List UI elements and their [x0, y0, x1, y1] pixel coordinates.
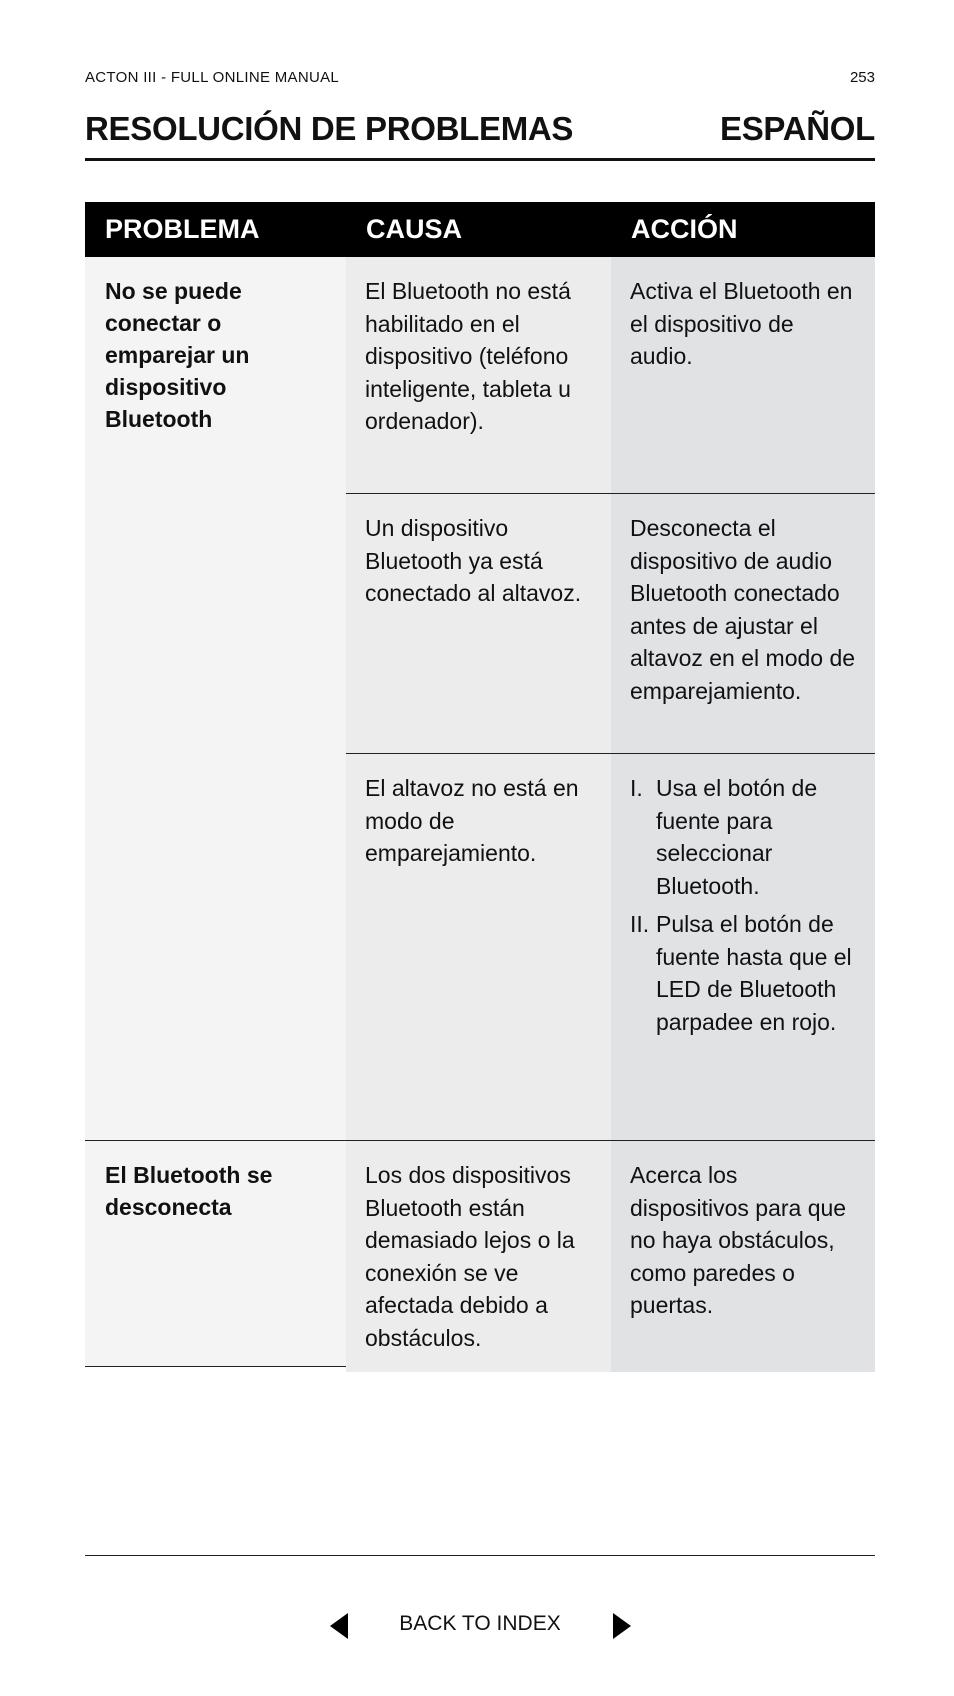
footer-rule: [85, 1555, 875, 1556]
step-number: II.: [630, 911, 650, 937]
cause-cell: Un dispositivo Bluetooth ya está conectado al altavoz.: [346, 494, 611, 753]
triangle-right-icon[interactable]: [613, 1613, 631, 1639]
table-row-group: [85, 1141, 875, 1367]
section-title: RESOLUCIÓN DE PROBLEMAS: [85, 110, 574, 147]
action-cell: [611, 754, 875, 1140]
problem-cell: No se puede conectar o emparejar un dispositivo Bluetooth: [85, 257, 346, 1140]
action-cell: Acerca los dispositivos para que no haya obstáculos, como paredes o puertas.: [611, 1141, 875, 1372]
step-text: Usa el botón de fuente para seleccionar Bluetooth.: [656, 775, 818, 899]
troubleshooting-table: [85, 202, 875, 1367]
table-row: [346, 257, 875, 494]
action-cell: Activa el Bluetooth en el dispositivo de audio.: [611, 257, 875, 493]
column-header-cause: CAUSA: [366, 214, 463, 244]
cause-cell: El altavoz no está en modo de emparejamiento.: [346, 754, 611, 1140]
action-cell: Desconecta el dispositivo de audio Bluetooth conectado antes de ajustar el altavoz en el modo de emparejamiento.: [611, 494, 875, 753]
doc-label: ACTON III - FULL ONLINE MANUAL: [85, 69, 340, 86]
cause-cell: El Bluetooth no está habilitado en el dispositivo (teléfono inteligente, tableta u ordenador).: [346, 257, 611, 493]
table-header: [85, 202, 875, 257]
column-header-action: ACCIÓN: [631, 214, 738, 244]
language-title: ESPAÑOL: [720, 110, 875, 147]
column-header-problem: PROBLEMA: [105, 214, 260, 244]
title-rule: [85, 158, 875, 161]
page-number: 253: [849, 69, 875, 86]
table-row: [346, 494, 875, 754]
step-text: Pulsa el botón de fuente hasta que el LED de Bluetooth parpadee en rojo.: [656, 911, 852, 1035]
cause-cell: Los dos dispositivos Bluetooth están demasiado lejos o la conexión se ve afectada debido a obstáculos.: [346, 1141, 611, 1372]
back-to-index-link[interactable]: BACK TO INDEX: [399, 1612, 561, 1635]
action-step: [630, 772, 861, 902]
problem-cell: El Bluetooth se desconecta: [85, 1141, 346, 1366]
table-row-group: [85, 257, 875, 1141]
step-number: I.: [630, 775, 643, 801]
triangle-left-icon[interactable]: [330, 1613, 348, 1639]
table-row: [346, 754, 875, 1140]
action-step: [630, 908, 861, 1038]
table-row: [346, 1141, 875, 1372]
